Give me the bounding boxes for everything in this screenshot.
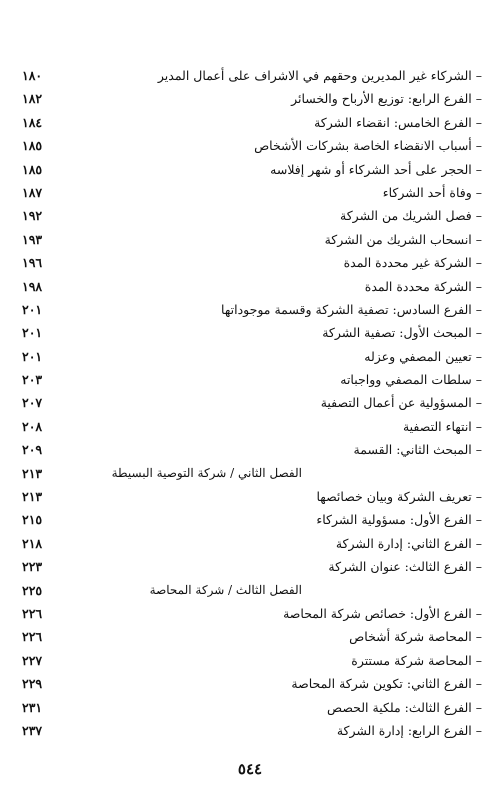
toc-entry bbox=[18, 181, 482, 204]
toc-entry bbox=[18, 649, 482, 672]
toc-entry-title: – وفاة أحد الشركاء bbox=[382, 184, 482, 200]
toc-entry bbox=[18, 204, 482, 227]
toc-entry-page-number: ٢٠١ bbox=[22, 301, 43, 317]
toc-entry-title: الفصل الثاني / شركة التوصية البسيطة bbox=[111, 465, 302, 480]
toc-entry-page-number: ١٩٣ bbox=[22, 231, 43, 247]
page-number: ٥٤٤ bbox=[237, 760, 263, 778]
toc-entry-title: – المسؤولية عن أعمال التصفية bbox=[320, 395, 482, 411]
toc-entry-title: – الفرع الرابع: إدارة الشركة bbox=[336, 722, 482, 738]
toc-entry-page-number: ٢٢٦ bbox=[22, 605, 43, 621]
toc-entry-title: – أسباب الانقضاء الخاصة بشركات الأشخاص bbox=[254, 138, 482, 154]
toc-entry-page-number: ١٨٧ bbox=[22, 184, 43, 200]
toc-entry-title: – الحجر على أحد الشركاء أو شهر إفلاسه bbox=[270, 161, 482, 177]
toc-entry bbox=[18, 485, 482, 508]
toc-entry-title: – تعيين المصفي وعزله bbox=[364, 348, 482, 364]
toc-entry bbox=[18, 625, 482, 648]
toc-entry-title: – المبحث الأول: تصفية الشركة bbox=[322, 325, 482, 341]
toc-entry-title: – فصل الشريك من الشركة bbox=[340, 208, 482, 224]
toc-entry-title: – الفرع الثاني: إدارة الشركة bbox=[335, 535, 482, 551]
toc-entry-page-number: ٢٠١ bbox=[22, 325, 43, 341]
toc-entry-title: – الشركة غير محددة المدة bbox=[343, 255, 482, 271]
toc-entry-title: – المحاصة شركة مستترة bbox=[351, 652, 482, 668]
toc-chapter-heading bbox=[18, 579, 482, 602]
toc-entry bbox=[18, 321, 482, 344]
toc-entry-page-number: ٢٠٧ bbox=[22, 395, 43, 411]
toc-entry-page-number: ٢٢٥ bbox=[22, 582, 43, 598]
toc-entry bbox=[18, 368, 482, 391]
toc-entry-title: – سلطات المصفي وواجباته bbox=[340, 372, 482, 388]
toc-entry-title: – الفرع الثالث: عنوان الشركة bbox=[328, 559, 482, 575]
toc-entry bbox=[18, 111, 482, 134]
toc-entry bbox=[18, 345, 482, 368]
toc-chapter-heading bbox=[18, 462, 482, 485]
toc-entry-page-number: ٢٢٧ bbox=[22, 652, 43, 668]
toc-entry bbox=[18, 438, 482, 461]
table-of-contents bbox=[18, 64, 482, 742]
toc-entry bbox=[18, 415, 482, 438]
toc-entry-title: – الفرع الأول: خصائص شركة المحاصة bbox=[283, 605, 482, 621]
toc-entry-page-number: ٢٢٩ bbox=[22, 676, 43, 692]
toc-entry bbox=[18, 64, 482, 87]
toc-entry-title: – الفرع الرابع: توزيع الأرباح والخسائر bbox=[291, 91, 482, 107]
toc-entry-page-number: ١٩٢ bbox=[22, 208, 43, 224]
toc-entry-page-number: ١٨٤ bbox=[22, 114, 43, 130]
toc-entry-title: – المحاصة شركة أشخاص bbox=[349, 629, 482, 645]
toc-entry-page-number: ٢٠٨ bbox=[22, 418, 43, 434]
toc-entry bbox=[18, 508, 482, 531]
toc-entry-title: – الفرع الثاني: تكوين شركة المحاصة bbox=[291, 676, 482, 692]
toc-entry-title: – الفرع السادس: تصفية الشركة وقسمة موجوداتها bbox=[221, 301, 482, 317]
toc-entry-page-number: ٢٠١ bbox=[22, 348, 43, 364]
toc-entry bbox=[18, 158, 482, 181]
toc-entry-title: – الشركة محددة المدة bbox=[364, 278, 482, 294]
toc-entry bbox=[18, 719, 482, 742]
toc-entry-page-number: ٢٣١ bbox=[22, 699, 43, 715]
toc-entry-page-number: ٢٠٣ bbox=[22, 372, 43, 388]
toc-entry bbox=[18, 275, 482, 298]
toc-entry-title: – المبحث الثاني: القسمة bbox=[353, 442, 482, 458]
toc-entry-page-number: ١٩٦ bbox=[22, 255, 43, 271]
toc-entry bbox=[18, 298, 482, 321]
toc-entry-title: – انسحاب الشريك من الشركة bbox=[324, 231, 482, 247]
toc-entry-page-number: ١٨٢ bbox=[22, 91, 43, 107]
toc-entry-title: – الفرع الأول: مسؤولية الشركاء bbox=[316, 512, 482, 528]
toc-entry-page-number: ٢١٥ bbox=[22, 512, 43, 528]
toc-entry-page-number: ٢١٣ bbox=[22, 489, 43, 505]
toc-entry bbox=[18, 87, 482, 110]
toc-entry-page-number: ٢٠٩ bbox=[22, 442, 43, 458]
toc-entry bbox=[18, 228, 482, 251]
toc-entry bbox=[18, 672, 482, 695]
toc-entry bbox=[18, 391, 482, 414]
toc-entry bbox=[18, 602, 482, 625]
toc-entry bbox=[18, 696, 482, 719]
toc-entry-page-number: ١٨٠ bbox=[22, 68, 43, 83]
toc-entry-title: الفصل الثالث / شركة المحاصة bbox=[149, 582, 302, 597]
toc-entry-page-number: ١٨٥ bbox=[22, 138, 43, 154]
toc-entry-page-number: ٢١٨ bbox=[22, 535, 43, 551]
toc-entry bbox=[18, 555, 482, 578]
toc-entry-title: – الفرع الثالث: ملكية الحصص bbox=[327, 699, 482, 715]
toc-entry-page-number: ١٩٨ bbox=[22, 278, 43, 294]
toc-entry-page-number: ٢٢٣ bbox=[22, 559, 43, 575]
toc-entry-title: – الفرع الخامس: انقضاء الشركة bbox=[314, 114, 482, 130]
toc-entry bbox=[18, 251, 482, 274]
toc-entry bbox=[18, 134, 482, 157]
toc-entry-page-number: ٢٢٦ bbox=[22, 629, 43, 645]
toc-entry-page-number: ٢٣٧ bbox=[22, 722, 43, 738]
toc-entry-title: – تعريف الشركة وبيان خصائصها bbox=[316, 489, 482, 505]
toc-entry-title: – انتهاء التصفية bbox=[402, 418, 482, 434]
toc-entry-title: – الشركاء غير المديرين وحقهم في الاشراف على أعمال المدير bbox=[157, 68, 482, 83]
toc-entry-page-number: ١٨٥ bbox=[22, 161, 43, 177]
toc-entry-page-number: ٢١٣ bbox=[22, 465, 43, 481]
toc-entry bbox=[18, 532, 482, 555]
